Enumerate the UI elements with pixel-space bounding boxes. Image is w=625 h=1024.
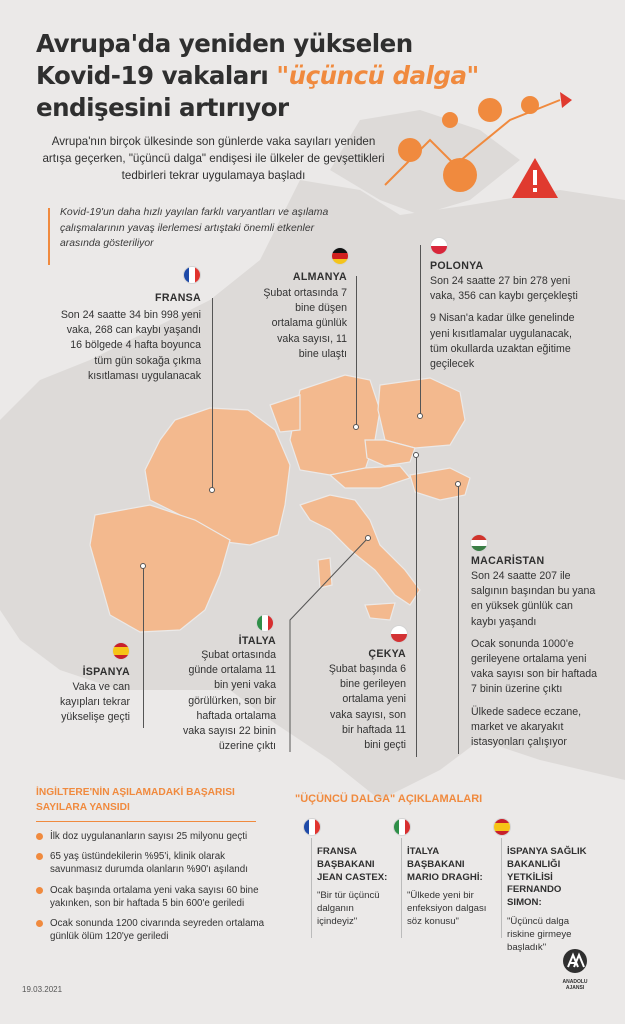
czechia-map-marker [413,452,419,458]
france-details [55,308,201,384]
virus-rising-arrow-icon [380,90,580,210]
hungary-details [471,569,601,750]
list-item: 65 yaş üstündekilerin %95'i, klinik olarak savunmasız durumda olanların %90'ı aşılandı [36,850,276,876]
france-text-2: 16 bölgede 4 hafta boyunca tüm gün sokağa çıkma kısıtlaması uygulanacak [70,339,201,382]
country-name-germany: ALMANYA [292,271,347,283]
hungary-text-1: Son 24 saatte 207 ile salgının başından bu yana en yüksek günlük can kaybı yaşandı [471,570,596,628]
country-name-hungary: MACARİSTAN [471,555,545,567]
spain-flag-icon [112,642,130,660]
country-name-france: FRANSA [155,292,201,304]
spain-details [50,680,130,726]
germany-flag-icon [331,247,349,265]
poland-map-marker [417,413,423,419]
quote-author: İSPANYA SAĞLIK BAKANLIĞI YETKİLİSİ FERNANDO SIMON: [507,846,587,909]
czechia-text-1: Şubat başında 6 bine gerileyen ortalama yeni vaka sayısı, son bir haftada 11 bini geçti [328,663,406,752]
italy-text-1: Şubat ortasında günde ortalama 11 bin yeni vaka görülürken, son bir haftada ortalama vaka sayısı 22 binin üzerine çıktı [182,649,276,753]
poland-text-1: Son 24 saatte 27 bin 278 yeni vaka, 356 can kaybı gerçekleşti [430,275,578,303]
lead-text: Avrupa'nın birçok ülkesinde son günlerde vaka sayıları yeniden artışa geçerken, "üçüncü dalga" endişesi ile ülkeler de gevşettikleri tedbirleri tekrar uygulamaya başladı [42,135,385,182]
germany-text-1: Şubat ortasında 7 bine düşen ortalama günlük vaka sayısı, 11 bine ulaştı [263,287,347,360]
poland-flag-icon [430,237,448,255]
hungary-text-3: Ülkede sadece eczane, market ve akaryakıt istasyonları çalışıyor [471,705,582,749]
quote-text: "Ülkede yeni bir enfeksiyon dalgası söz konusu" [407,890,487,927]
title-highlight: "üçüncü dalga" [276,61,479,90]
czechia-leader-line [416,455,417,757]
country-name-poland: POLONYA [430,260,484,272]
quote-author: İTALYA BAŞBAKANI MARIO DRAGHİ: [407,846,483,883]
poland-details [430,274,580,372]
country-name-spain: İSPANYA [82,666,130,678]
title-line-2: Kovid-19 vakaları [36,61,277,90]
germany-details [255,286,347,362]
quote-text: "Üçüncü dalga riskine girmeye başladık" [507,915,572,953]
italy-details [175,648,276,754]
germany-map-marker [353,424,359,430]
france-flag-icon [303,818,321,836]
list-item: İlk doz uygulananların sayısı 25 milyonu geçti [36,830,276,843]
quote-text: "Bir tür üçüncü dalganın içindeyiz" [317,890,380,927]
map-germany [290,375,380,475]
country-name-czechia: ÇEKYA [368,648,406,660]
publish-date: 19.03.2021 [22,985,63,994]
list-item: Ocak başında ortalama yeni vaka sayısı 60 bine yakınken, son bir haftada 5 bin 600'e geriledi [36,884,276,910]
germany-leader-line [356,276,357,426]
hungary-text-2: Ocak sonunda 1000'e gerileyene ortalama yeni vaka sayısı son bir haftada 7 binin üzerine çıktı [471,637,598,696]
france-flag-icon [183,266,201,284]
note-accent-bar [48,208,50,265]
uk-box-title-1: İNGİLTERE'NİN AŞILAMADAKİ BAŞARISI [36,787,235,798]
quote-divider [401,838,402,938]
anadolu-agency-logo [553,948,597,991]
uk-bullet-list [36,830,276,943]
third-wave-heading: "ÜÇÜNCÜ DALGA" AÇIKLAMALARI [295,793,483,805]
france-leader-line [212,298,213,490]
france-text-1: Son 24 saatte 34 bin 998 yeni vaka, 268 can kaybı yaşandı [60,309,201,337]
uk-box-title-2: SAYILARA YANSIDI [36,802,130,813]
note-text: Kovid-19'un daha hızlı yayılan farklı varyantları ve aşılama çalışmalarının yavaş ilerlemesi artıştaki önemli etkenler arasında gösteriliyor [60,207,329,249]
country-name-italy: İTALYA [238,635,276,647]
czechia-details [325,662,406,753]
spain-leader-line [143,566,144,728]
france-map-marker [209,487,215,493]
title-line-1: Avrupa'da yeniden yükselen [36,29,413,58]
italy-map-marker [365,535,371,541]
hungary-leader-line [458,484,459,754]
quote-france [317,846,393,929]
hungary-map-marker [455,481,461,487]
list-item: Ocak sonunda 1200 civarında seyreden ortalama günlük ölüm 120'ye geriledi [36,917,276,943]
spain-flag-icon [493,818,511,836]
agency-name: ANADOLU AJANSI [562,979,588,991]
spain-map-marker [140,563,146,569]
italy-flag-icon [256,614,274,632]
czechia-flag-icon [390,625,408,643]
quote-author: FRANSA BAŞBAKANI JEAN CASTEX: [317,846,388,883]
quote-italy [407,846,495,929]
uk-box-divider [36,821,256,822]
quote-divider [311,838,312,938]
spain-text-1: Vaka ve can kayıpları tekrar yükselişe geçti [59,681,130,724]
hungary-flag-icon [470,534,488,552]
poland-text-2: 9 Nisan'a kadar ülke genelinde yeni kısıtlamalar uygulanacak, tüm okullarda uzaktan eğitime geçilecek [430,312,575,371]
quote-spain [507,846,597,954]
quote-divider [501,838,502,938]
aa-logo-icon [559,948,591,974]
italy-flag-icon [393,818,411,836]
uk-vaccination-box [36,785,276,950]
poland-leader-line [420,245,421,415]
title-line-3: endişesini artırıyor [36,93,289,122]
